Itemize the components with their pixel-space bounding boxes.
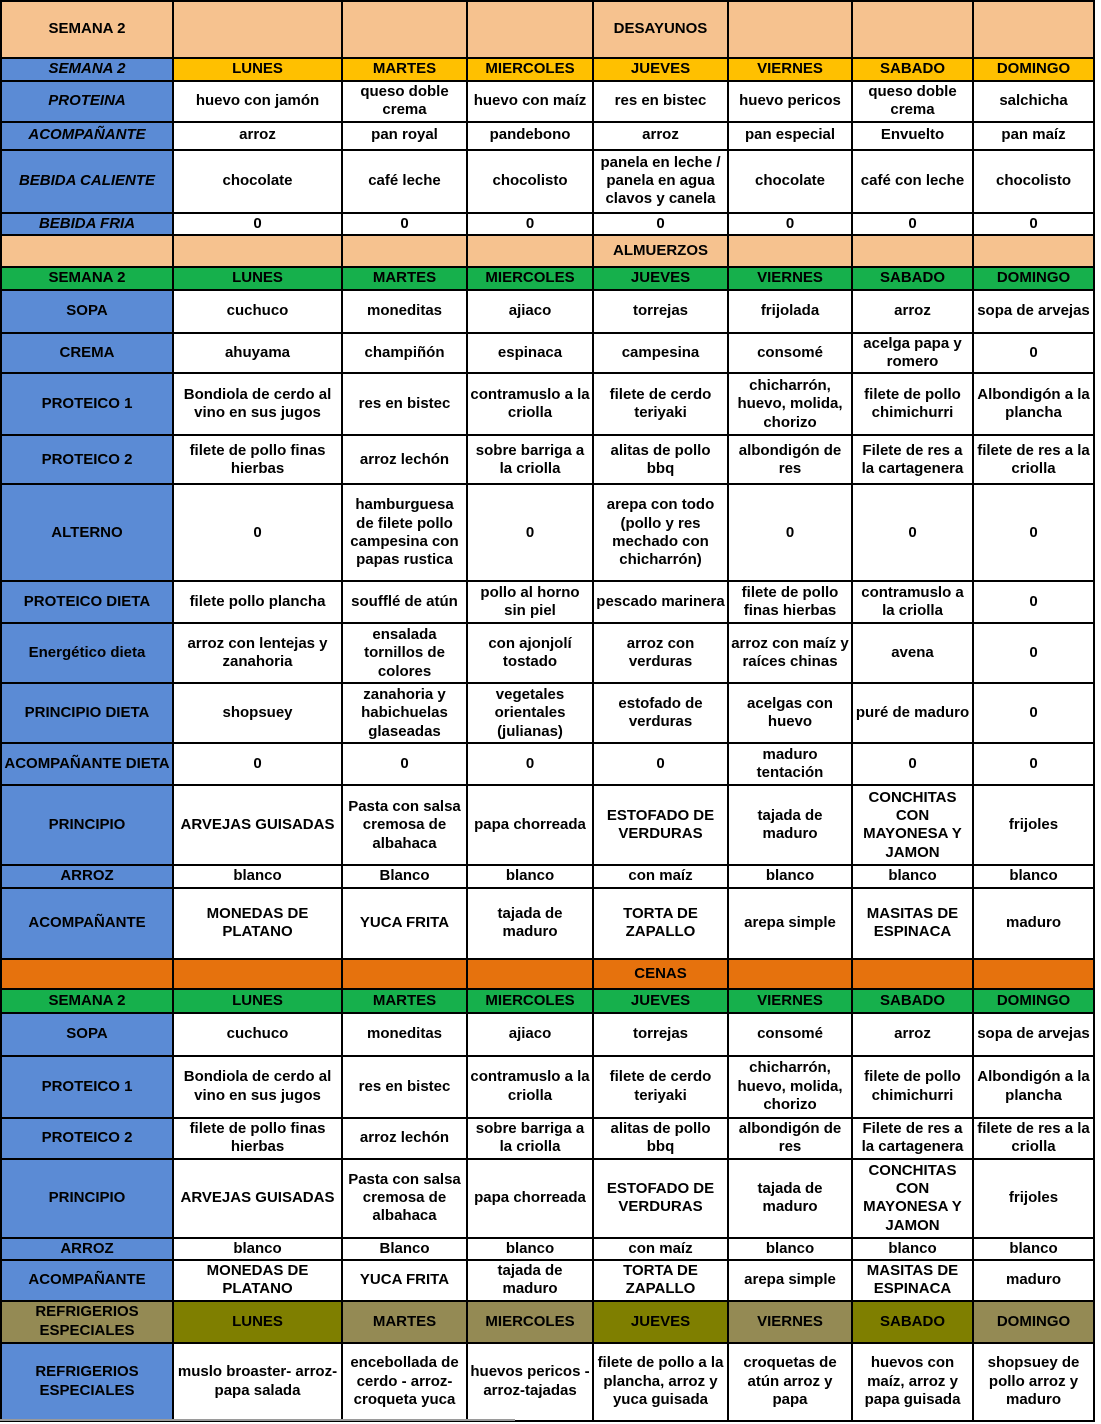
day-header-row-desayunos [1,58,1094,81]
banner-left-cenas [1,959,173,989]
cell-desayunos-proteina-martes: queso doble crema [342,81,467,122]
row-cenas-acompañante [1,1260,1094,1301]
cell-almuerzos-alterno-miercoles: 0 [467,484,593,581]
cell-almuerzos-energético-dieta-lunes: arroz con lentejas y zanahoria [173,623,342,683]
cell-almuerzos-crema-jueves: campesina [593,333,728,374]
row-almuerzos-energético-dieta [1,623,1094,683]
row-almuerzos-principio-dieta [1,683,1094,743]
row-label-desayunos-proteina: PROTEINA [1,81,173,122]
cell-desayunos-bebida-fria-domingo: 0 [973,213,1094,235]
cell-cenas-arroz-martes: Blanco [342,1238,467,1260]
row-cenas-arroz [1,1238,1094,1260]
cell-almuerzos-proteico-1-lunes: Bondiola de cerdo al vino en sus jugos [173,373,342,435]
cell-almuerzos-proteico-dieta-miercoles: pollo al horno sin piel [467,581,593,623]
cell-almuerzos-sopa-martes: moneditas [342,290,467,333]
cell-cenas-proteico-1-domingo: Albondigón a la plancha [973,1056,1094,1118]
cell-desayunos-proteina-jueves: res en bistec [593,81,728,122]
header-left-almuerzos: SEMANA 2 [1,267,173,290]
cell-cenas-acompañante-domingo: maduro [973,1260,1094,1301]
banner-left-almuerzos [1,235,173,267]
cell-cenas-proteico-2-miercoles: sobre barriga a la criolla [467,1118,593,1159]
cell-desayunos-acompañante-lunes: arroz [173,122,342,150]
cell-desayunos-acompañante-sabado: Envuelto [852,122,973,150]
row-refrigerios-refrigerios-especiales [1,1343,1094,1421]
cell-almuerzos-alterno-domingo: 0 [973,484,1094,581]
cell-almuerzos-energético-dieta-sabado: avena [852,623,973,683]
cell-cenas-sopa-viernes: consomé [728,1013,852,1056]
day-header-desayunos-domingo: DOMINGO [973,58,1094,81]
row-label-almuerzos-proteico-2: PROTEICO 2 [1,435,173,484]
cell-cenas-arroz-jueves: con maíz [593,1238,728,1260]
banner-cell-desayunos-lunes [173,1,342,58]
day-header-almuerzos-sabado: SABADO [852,267,973,290]
cell-almuerzos-sopa-lunes: cuchuco [173,290,342,333]
banner-cell-desayunos-domingo [973,1,1094,58]
cell-almuerzos-arroz-domingo: blanco [973,865,1094,887]
cell-almuerzos-principio-viernes: tajada de maduro [728,785,852,865]
cell-cenas-proteico-2-martes: arroz lechón [342,1118,467,1159]
cell-almuerzos-sopa-miercoles: ajiaco [467,290,593,333]
cell-desayunos-bebida-caliente-domingo: chocolisto [973,150,1094,213]
cell-almuerzos-proteico-dieta-martes: soufflé de atún [342,581,467,623]
day-header-cenas-martes: MARTES [342,989,467,1013]
cell-almuerzos-crema-sabado: acelga papa y romero [852,333,973,374]
cell-almuerzos-crema-viernes: consomé [728,333,852,374]
row-label-almuerzos-crema: CREMA [1,333,173,374]
day-header-refrigerios-lunes: LUNES [173,1301,342,1343]
row-almuerzos-acompañante [1,888,1094,959]
cell-almuerzos-proteico-dieta-sabado: contramuslo a la criolla [852,581,973,623]
cell-refrigerios-refrigerios-especiales-lunes: muslo broaster- arroz-papa salada [173,1343,342,1421]
day-header-refrigerios-domingo: DOMINGO [973,1301,1094,1343]
cell-almuerzos-proteico-dieta-lunes: filete pollo plancha [173,581,342,623]
cell-almuerzos-proteico-dieta-jueves: pescado marinera [593,581,728,623]
cell-desayunos-acompañante-domingo: pan maíz [973,122,1094,150]
cell-desayunos-bebida-caliente-martes: café leche [342,150,467,213]
cell-cenas-principio-lunes: ARVEJAS GUISADAS [173,1159,342,1238]
cell-almuerzos-proteico-1-miercoles: contramuslo a la criolla [467,373,593,435]
cell-almuerzos-acompañante-dieta-lunes: 0 [173,743,342,785]
cell-almuerzos-proteico-2-sabado: Filete de res a la cartagenera [852,435,973,484]
cell-almuerzos-proteico-2-miercoles: sobre barriga a la criolla [467,435,593,484]
day-header-refrigerios-miercoles: MIERCOLES [467,1301,593,1343]
cell-cenas-acompañante-miercoles: tajada de maduro [467,1260,593,1301]
banner-cell-almuerzos-miercoles [467,235,593,267]
row-label-cenas-acompañante: ACOMPAÑANTE [1,1260,173,1301]
day-header-almuerzos-martes: MARTES [342,267,467,290]
cell-cenas-principio-miercoles: papa chorreada [467,1159,593,1238]
cell-almuerzos-arroz-jueves: con maíz [593,865,728,887]
cell-almuerzos-principio-dieta-miercoles: vegetales orientales (julianas) [467,683,593,743]
cell-cenas-sopa-sabado: arroz [852,1013,973,1056]
cell-almuerzos-energético-dieta-viernes: arroz con maíz y raíces chinas [728,623,852,683]
cell-cenas-principio-sabado: CONCHITAS CON MAYONESA Y JAMON [852,1159,973,1238]
row-label-cenas-principio: PRINCIPIO [1,1159,173,1238]
cell-almuerzos-proteico-dieta-domingo: 0 [973,581,1094,623]
day-header-row-almuerzos [1,267,1094,290]
day-header-refrigerios-martes: MARTES [342,1301,467,1343]
cell-cenas-sopa-domingo: sopa de arvejas [973,1013,1094,1056]
row-desayunos-proteina [1,81,1094,122]
cell-cenas-principio-jueves: ESTOFADO DE VERDURAS [593,1159,728,1238]
banner-cell-desayunos-viernes [728,1,852,58]
row-almuerzos-sopa [1,290,1094,333]
banner-cell-almuerzos-martes [342,235,467,267]
cell-almuerzos-acompañante-martes: YUCA FRITA [342,888,467,959]
row-label-almuerzos-arroz: ARROZ [1,865,173,887]
cell-almuerzos-principio-lunes: ARVEJAS GUISADAS [173,785,342,865]
banner-cell-almuerzos-sabado [852,235,973,267]
row-label-almuerzos-sopa: SOPA [1,290,173,333]
day-header-desayunos-miercoles: MIERCOLES [467,58,593,81]
banner-row-desayunos [1,1,1094,58]
banner-cell-cenas-lunes [173,959,342,989]
row-label-almuerzos-principio: PRINCIPIO [1,785,173,865]
day-header-desayunos-sabado: SABADO [852,58,973,81]
day-header-cenas-viernes: VIERNES [728,989,852,1013]
cell-cenas-proteico-2-jueves: alitas de pollo bbq [593,1118,728,1159]
cell-almuerzos-principio-dieta-domingo: 0 [973,683,1094,743]
cell-almuerzos-acompañante-lunes: MONEDAS DE PLATANO [173,888,342,959]
cell-almuerzos-proteico-1-viernes: chicharrón, huevo, molida, chorizo [728,373,852,435]
day-header-cenas-lunes: LUNES [173,989,342,1013]
day-header-cenas-jueves: JUEVES [593,989,728,1013]
row-cenas-sopa [1,1013,1094,1056]
cell-almuerzos-acompañante-dieta-sabado: 0 [852,743,973,785]
cell-refrigerios-refrigerios-especiales-jueves: filete de pollo a la plancha, arroz y yuca guisada [593,1343,728,1421]
day-header-desayunos-lunes: LUNES [173,58,342,81]
cell-almuerzos-alterno-martes: hamburguesa de filete pollo campesina con papas rustica [342,484,467,581]
cell-desayunos-bebida-caliente-lunes: chocolate [173,150,342,213]
cell-almuerzos-arroz-martes: Blanco [342,865,467,887]
row-almuerzos-crema [1,333,1094,374]
cell-almuerzos-principio-dieta-martes: zanahoria y habichuelas glaseadas [342,683,467,743]
day-header-cenas-domingo: DOMINGO [973,989,1094,1013]
day-header-row-cenas [1,989,1094,1013]
cell-cenas-proteico-2-viernes: albondigón de res [728,1118,852,1159]
cell-desayunos-acompañante-miercoles: pandebono [467,122,593,150]
cell-almuerzos-proteico-2-martes: arroz lechón [342,435,467,484]
cell-desayunos-proteina-sabado: queso doble crema [852,81,973,122]
cell-cenas-arroz-sabado: blanco [852,1238,973,1260]
cell-almuerzos-proteico-1-domingo: Albondigón a la plancha [973,373,1094,435]
cell-cenas-sopa-jueves: torrejas [593,1013,728,1056]
cell-cenas-acompañante-lunes: MONEDAS DE PLATANO [173,1260,342,1301]
cell-cenas-acompañante-jueves: TORTA DE ZAPALLO [593,1260,728,1301]
row-label-desayunos-bebida-fria: BEBIDA FRIA [1,213,173,235]
cell-desayunos-acompañante-jueves: arroz [593,122,728,150]
cell-desayunos-bebida-fria-lunes: 0 [173,213,342,235]
cell-almuerzos-crema-miercoles: espinaca [467,333,593,374]
row-desayunos-acompañante [1,122,1094,150]
day-header-cenas-miercoles: MIERCOLES [467,989,593,1013]
cell-almuerzos-crema-martes: champiñón [342,333,467,374]
cell-almuerzos-acompañante-dieta-jueves: 0 [593,743,728,785]
banner-cell-almuerzos-domingo [973,235,1094,267]
cell-cenas-sopa-lunes: cuchuco [173,1013,342,1056]
banner-cell-almuerzos-viernes [728,235,852,267]
day-header-almuerzos-miercoles: MIERCOLES [467,267,593,290]
cell-almuerzos-acompañante-jueves: TORTA DE ZAPALLO [593,888,728,959]
cell-almuerzos-proteico-dieta-viernes: filete de pollo finas hierbas [728,581,852,623]
cell-almuerzos-arroz-sabado: blanco [852,865,973,887]
cell-cenas-proteico-2-domingo: filete de res a la criolla [973,1118,1094,1159]
row-desayunos-bebida-fria [1,213,1094,235]
cell-almuerzos-principio-sabado: CONCHITAS CON MAYONESA Y JAMON [852,785,973,865]
banner-cell-desayunos-miercoles [467,1,593,58]
cell-almuerzos-proteico-1-jueves: filete de cerdo teriyaki [593,373,728,435]
cell-almuerzos-proteico-2-jueves: alitas de pollo bbq [593,435,728,484]
cell-refrigerios-refrigerios-especiales-martes: encebollada de cerdo - arroz- croqueta yuca [342,1343,467,1421]
cell-desayunos-acompañante-viernes: pan especial [728,122,852,150]
row-almuerzos-alterno [1,484,1094,581]
banner-cell-cenas-martes [342,959,467,989]
day-header-almuerzos-jueves: JUEVES [593,267,728,290]
cell-almuerzos-acompañante-dieta-miercoles: 0 [467,743,593,785]
row-label-almuerzos-proteico-dieta: PROTEICO DIETA [1,581,173,623]
row-cenas-proteico-1 [1,1056,1094,1118]
cell-desayunos-bebida-fria-sabado: 0 [852,213,973,235]
banner-row-cenas [1,959,1094,989]
cell-almuerzos-acompañante-dieta-martes: 0 [342,743,467,785]
day-header-almuerzos-domingo: DOMINGO [973,267,1094,290]
cell-refrigerios-refrigerios-especiales-viernes: croquetas de atún arroz y papa [728,1343,852,1421]
cell-cenas-proteico-1-jueves: filete de cerdo teriyaki [593,1056,728,1118]
banner-row-almuerzos [1,235,1094,267]
day-header-desayunos-viernes: VIERNES [728,58,852,81]
cell-cenas-arroz-domingo: blanco [973,1238,1094,1260]
cell-almuerzos-alterno-sabado: 0 [852,484,973,581]
row-label-cenas-sopa: SOPA [1,1013,173,1056]
banner-left-desayunos: SEMANA 2 [1,1,173,58]
cell-almuerzos-principio-dieta-lunes: shopsuey [173,683,342,743]
cell-refrigerios-refrigerios-especiales-domingo: shopsuey de pollo arroz y maduro [973,1343,1094,1421]
cell-almuerzos-principio-jueves: ESTOFADO DE VERDURAS [593,785,728,865]
cell-almuerzos-proteico-1-martes: res en bistec [342,373,467,435]
cell-almuerzos-acompañante-dieta-viernes: maduro tentación [728,743,852,785]
cell-cenas-acompañante-martes: YUCA FRITA [342,1260,467,1301]
cell-desayunos-bebida-fria-miercoles: 0 [467,213,593,235]
cell-cenas-proteico-2-sabado: Filete de res a la cartagenera [852,1118,973,1159]
day-header-almuerzos-viernes: VIERNES [728,267,852,290]
cell-cenas-proteico-1-miercoles: contramuslo a la criolla [467,1056,593,1118]
cell-cenas-arroz-miercoles: blanco [467,1238,593,1260]
row-label-almuerzos-acompañante: ACOMPAÑANTE [1,888,173,959]
cell-almuerzos-principio-miercoles: papa chorreada [467,785,593,865]
day-header-refrigerios-sabado: SABADO [852,1301,973,1343]
cell-desayunos-bebida-fria-viernes: 0 [728,213,852,235]
cell-almuerzos-proteico-2-lunes: filete de pollo finas hierbas [173,435,342,484]
header-left-refrigerios: REFRIGERIOS ESPECIALES [1,1301,173,1343]
cell-cenas-proteico-1-martes: res en bistec [342,1056,467,1118]
next-row-cut-line [0,1419,515,1421]
section-title-cenas: CENAS [593,959,728,989]
cell-almuerzos-energético-dieta-domingo: 0 [973,623,1094,683]
row-label-almuerzos-acompañante-dieta: ACOMPAÑANTE DIETA [1,743,173,785]
banner-cell-cenas-miercoles [467,959,593,989]
cell-almuerzos-alterno-viernes: 0 [728,484,852,581]
row-cenas-principio [1,1159,1094,1238]
cell-desayunos-proteina-lunes: huevo con jamón [173,81,342,122]
banner-cell-cenas-sabado [852,959,973,989]
day-header-refrigerios-jueves: JUEVES [593,1301,728,1343]
cell-almuerzos-proteico-2-domingo: filete de res a la criolla [973,435,1094,484]
banner-cell-cenas-viernes [728,959,852,989]
cell-almuerzos-crema-lunes: ahuyama [173,333,342,374]
cell-almuerzos-principio-dieta-jueves: estofado de verduras [593,683,728,743]
cell-almuerzos-proteico-1-sabado: filete de pollo chimichurri [852,373,973,435]
cell-almuerzos-acompañante-viernes: arepa simple [728,888,852,959]
cell-almuerzos-principio-dieta-sabado: puré de maduro [852,683,973,743]
cell-cenas-principio-martes: Pasta con salsa cremosa de albahaca [342,1159,467,1238]
row-label-desayunos-acompañante: ACOMPAÑANTE [1,122,173,150]
banner-cell-cenas-domingo [973,959,1094,989]
day-header-cenas-sabado: SABADO [852,989,973,1013]
cell-almuerzos-alterno-lunes: 0 [173,484,342,581]
cell-cenas-proteico-1-viernes: chicharrón, huevo, molida, chorizo [728,1056,852,1118]
row-label-almuerzos-principio-dieta: PRINCIPIO DIETA [1,683,173,743]
cell-refrigerios-refrigerios-especiales-sabado: huevos con maíz, arroz y papa guisada [852,1343,973,1421]
cell-almuerzos-principio-dieta-viernes: acelgas con huevo [728,683,852,743]
cell-cenas-acompañante-sabado: MASITAS DE ESPINACA [852,1260,973,1301]
cell-almuerzos-arroz-viernes: blanco [728,865,852,887]
cell-almuerzos-principio-domingo: frijoles [973,785,1094,865]
day-header-almuerzos-lunes: LUNES [173,267,342,290]
cell-desayunos-acompañante-martes: pan royal [342,122,467,150]
cell-desayunos-bebida-fria-martes: 0 [342,213,467,235]
row-label-cenas-arroz: ARROZ [1,1238,173,1260]
cell-cenas-arroz-viernes: blanco [728,1238,852,1260]
row-label-cenas-proteico-1: PROTEICO 1 [1,1056,173,1118]
cell-cenas-proteico-1-sabado: filete de pollo chimichurri [852,1056,973,1118]
cell-almuerzos-arroz-lunes: blanco [173,865,342,887]
cell-desayunos-proteina-miercoles: huevo con maíz [467,81,593,122]
cell-almuerzos-acompañante-dieta-domingo: 0 [973,743,1094,785]
cell-cenas-arroz-lunes: blanco [173,1238,342,1260]
cell-almuerzos-energético-dieta-miercoles: con ajonjolí tostado [467,623,593,683]
row-almuerzos-proteico-1 [1,373,1094,435]
day-header-desayunos-jueves: JUEVES [593,58,728,81]
cell-desayunos-bebida-caliente-miercoles: chocolisto [467,150,593,213]
row-desayunos-bebida-caliente [1,150,1094,213]
cell-cenas-sopa-martes: moneditas [342,1013,467,1056]
day-header-desayunos-martes: MARTES [342,58,467,81]
cell-almuerzos-sopa-sabado: arroz [852,290,973,333]
row-almuerzos-arroz [1,865,1094,887]
row-almuerzos-principio [1,785,1094,865]
cell-cenas-principio-domingo: frijoles [973,1159,1094,1238]
cell-desayunos-bebida-caliente-jueves: panela en leche / panela en agua clavos y canela [593,150,728,213]
cell-desayunos-proteina-domingo: salchicha [973,81,1094,122]
header-left-desayunos: SEMANA 2 [1,58,173,81]
cell-almuerzos-acompañante-sabado: MASITAS DE ESPINACA [852,888,973,959]
cell-refrigerios-refrigerios-especiales-miercoles: huevos pericos - arroz-tajadas [467,1343,593,1421]
row-almuerzos-proteico-2 [1,435,1094,484]
cell-almuerzos-acompañante-miercoles: tajada de maduro [467,888,593,959]
banner-cell-desayunos-martes [342,1,467,58]
day-header-refrigerios-viernes: VIERNES [728,1301,852,1343]
header-left-cenas: SEMANA 2 [1,989,173,1013]
cell-desayunos-bebida-caliente-viernes: chocolate [728,150,852,213]
row-almuerzos-proteico-dieta [1,581,1094,623]
cell-desayunos-bebida-caliente-sabado: café con leche [852,150,973,213]
cell-almuerzos-alterno-jueves: arepa con todo (pollo y res mechado con chicharrón) [593,484,728,581]
row-label-almuerzos-proteico-1: PROTEICO 1 [1,373,173,435]
cell-almuerzos-energético-dieta-jueves: arroz con verduras [593,623,728,683]
cell-desayunos-proteina-viernes: huevo pericos [728,81,852,122]
cell-almuerzos-acompañante-domingo: maduro [973,888,1094,959]
cell-cenas-sopa-miercoles: ajiaco [467,1013,593,1056]
cell-almuerzos-principio-martes: Pasta con salsa cremosa de albahaca [342,785,467,865]
cell-almuerzos-sopa-viernes: frijolada [728,290,852,333]
day-header-row-refrigerios [1,1301,1094,1343]
cell-cenas-proteico-2-lunes: filete de pollo finas hierbas [173,1118,342,1159]
row-label-refrigerios-refrigerios-especiales: REFRIGERIOS ESPECIALES [1,1343,173,1421]
row-cenas-proteico-2 [1,1118,1094,1159]
section-title-desayunos: DESAYUNOS [593,1,728,58]
cell-cenas-acompañante-viernes: arepa simple [728,1260,852,1301]
cell-almuerzos-crema-domingo: 0 [973,333,1094,374]
banner-cell-almuerzos-lunes [173,235,342,267]
section-title-almuerzos: ALMUERZOS [593,235,728,267]
cell-almuerzos-sopa-jueves: torrejas [593,290,728,333]
cell-cenas-proteico-1-lunes: Bondiola de cerdo al vino en sus jugos [173,1056,342,1118]
cell-almuerzos-sopa-domingo: sopa de arvejas [973,290,1094,333]
row-label-desayunos-bebida-caliente: BEBIDA CALIENTE [1,150,173,213]
banner-cell-desayunos-sabado [852,1,973,58]
cell-cenas-principio-viernes: tajada de maduro [728,1159,852,1238]
row-label-cenas-proteico-2: PROTEICO 2 [1,1118,173,1159]
row-label-almuerzos-alterno: ALTERNO [1,484,173,581]
row-almuerzos-acompañante-dieta [1,743,1094,785]
row-label-almuerzos-energético-dieta: Energético dieta [1,623,173,683]
cell-almuerzos-arroz-miercoles: blanco [467,865,593,887]
cell-almuerzos-proteico-2-viernes: albondigón de res [728,435,852,484]
cell-desayunos-bebida-fria-jueves: 0 [593,213,728,235]
cell-almuerzos-energético-dieta-martes: ensalada tornillos de colores [342,623,467,683]
